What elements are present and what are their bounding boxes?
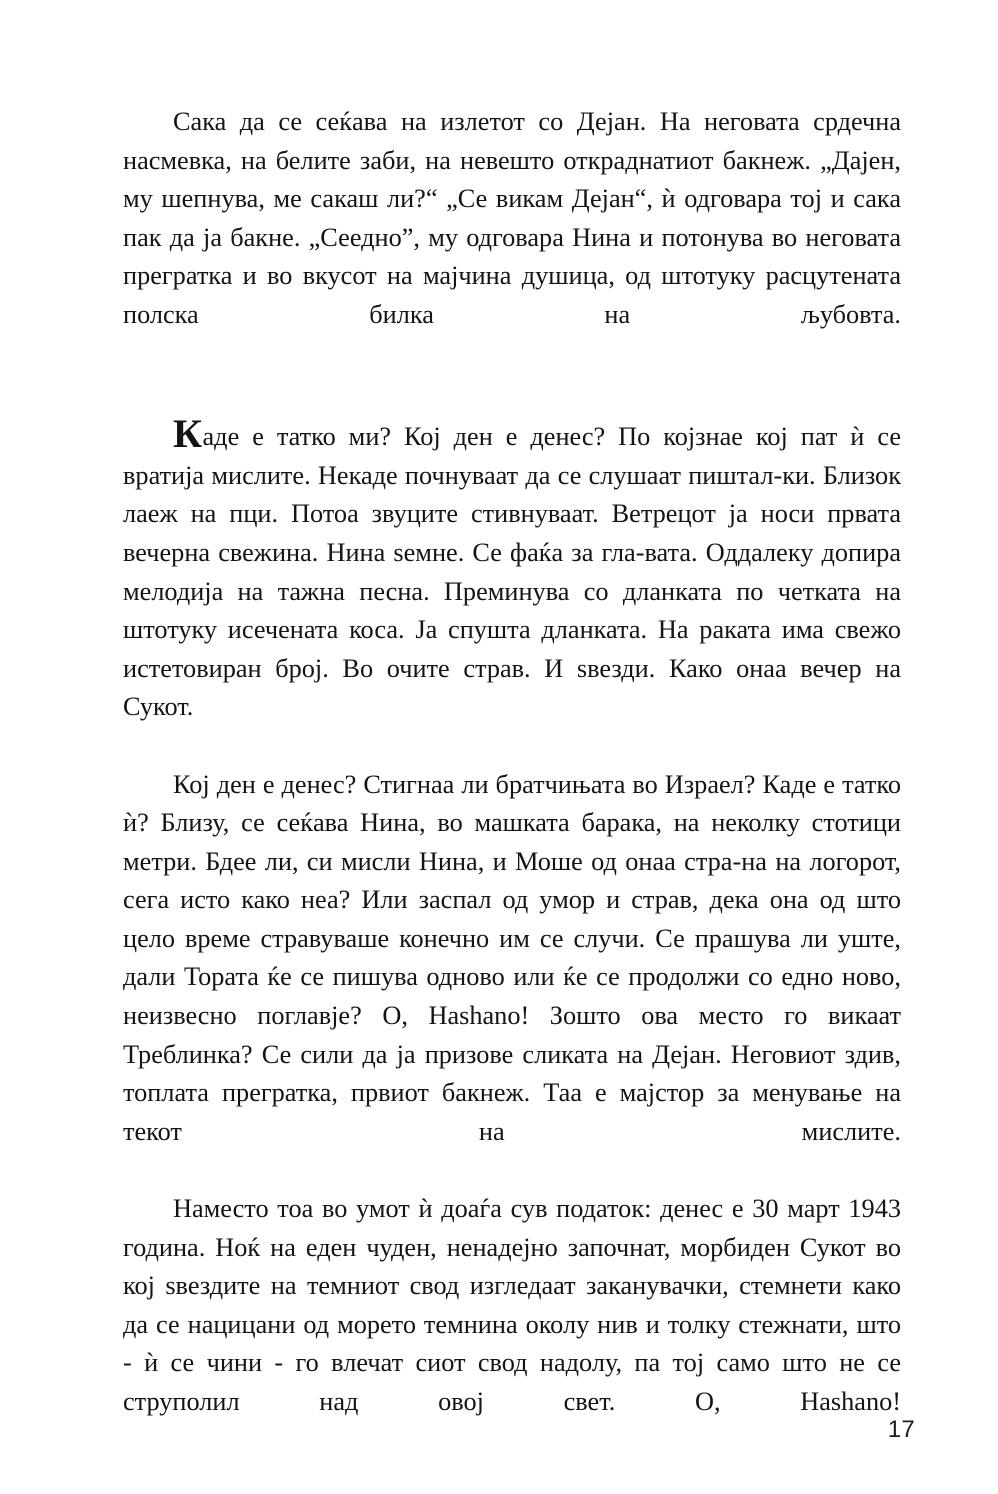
- paragraph-2: [123, 411, 901, 765]
- paragraph-1: Сака да се сеќава на излетот со Дејан. На неговата срдечна насмевка, на белите заби, на невешто откраднатиот бакнеж. „Дајен, му шепнува, ме сакаш ли?“ „Се викам Дејан“, ѝ одговара тој и сака пак да ја бакне. „Сеедно”, му одговара Нина и потонува во неговата прегратка и во вкусот на мајчина душица, од штотуку расцутената полска билка на љубовта.: [123, 107, 901, 329]
- paragraph-4: Наместо тоа во умот ѝ доаѓа сув податок: денес е 30 март 1943 година. Ноќ на еден чуден, ненадејно започнат, морбиден Сукот во кој ѕвездите на темниот свод изгледаат заканувачки, стемнети како да се нацицани од морето темнина околу нив и толку стежнати, што - ѝ се чини - го влечат сиот свод надолу, па тој само што не се струполил над овој свет. О, Hashano!: [123, 1194, 901, 1416]
- paragraph-2-body: аде е татко ми? Кој ден е денес? По којзнае кој пат ѝ се вратија мислите. Некаде почнуваат да се слушаат пиштал-ки. Близок лаеж на пци. Потоа звуците стивнуваат. Ветрецот ја носи првата вечерна свежина. Нина ѕемне. Се фаќа за гла-вата. Оддалеку допира мелодија на тажна песна. Преминува со дланката по четката на штотуку исечената коса. Ја спушта дланката. На раката има свежо истетовиран број. Во очите страв. И ѕвезди. Како онаа вечер на Сукот.: [123, 422, 901, 722]
- page-number: 17: [887, 1416, 915, 1443]
- page-text-block: [123, 103, 901, 1460]
- drop-cap-initial: К: [173, 411, 203, 457]
- paragraph-3: Кој ден е денес? Стигнаа ли братчињата во Израел? Каде е татко ѝ? Близу, се сеќава Нина, во машката барака, на неколку стотици метри. Бдее ли, си мисли Нина, и Моше од онаа стра-на на логорот, сега исто како неа? Или заспал од умор и страв, дека она од што цело време стравуваше конечно им се случи. Се прашува ли уште, дали Тората ќе се пишува одново или ќе се продолжи со едно ново, неизвесно поглавје? О, Hashano! Зошто ова место го викаат Треблинка? Се сили да ја призове сликата на Дејан. Неговиот здив, топлата прегратка, првиот бакнеж. Таа е мајстор за менување на текот на мислите.: [123, 769, 901, 1146]
